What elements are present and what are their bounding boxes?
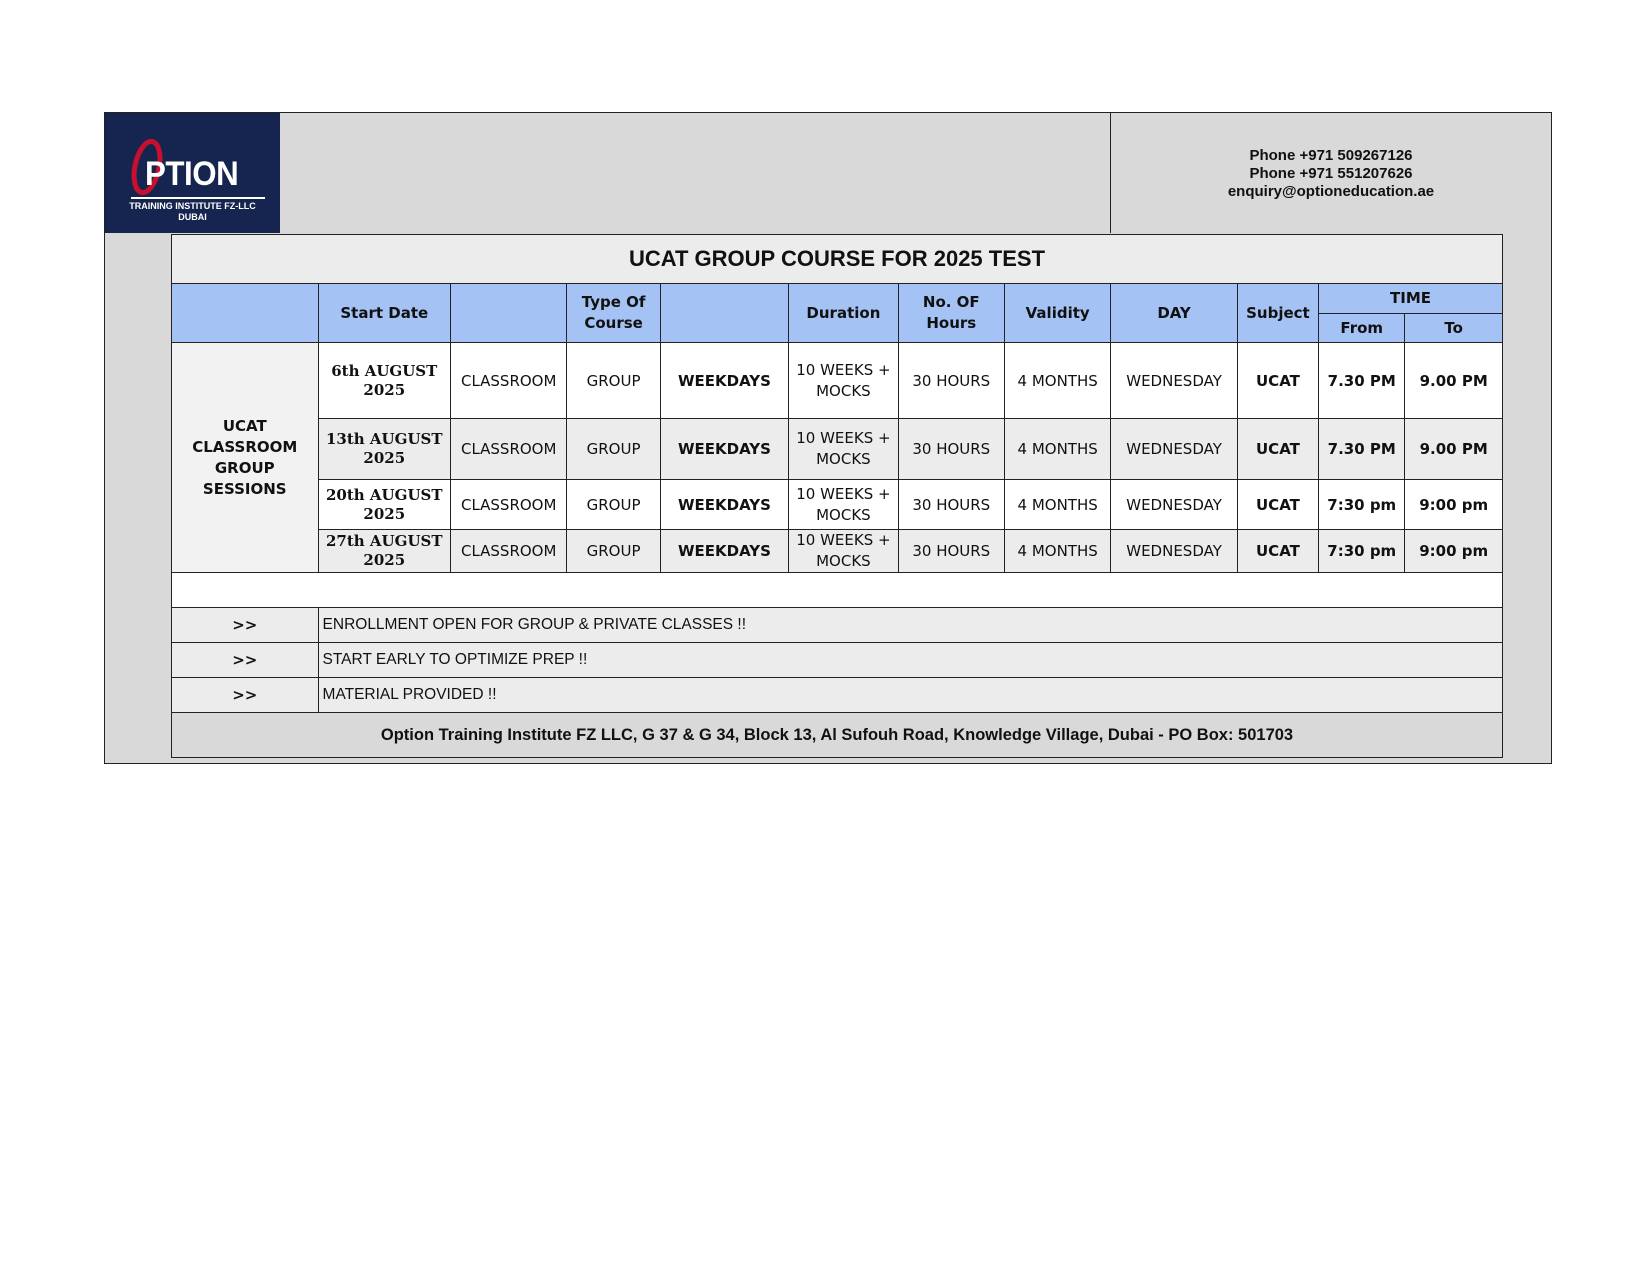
cell-hours: 30 HOURS [898,530,1004,573]
cell-subject: UCAT [1237,530,1318,573]
header-no-of-hours: No. OF Hours [898,284,1004,343]
group-label: UCAT CLASSROOM GROUP SESSIONS [172,343,319,573]
spacer-row [172,573,1503,608]
header-duration: Duration [789,284,898,343]
logo [105,113,280,233]
header-mode [451,284,567,343]
cell-schedule: WEEKDAYS [660,343,788,419]
cell-duration: 10 WEEKS + MOCKS [789,480,898,530]
header-day: DAY [1111,284,1237,343]
header-schedule [660,284,788,343]
cell-validity: 4 MONTHS [1004,530,1110,573]
cell-from: 7:30 pm [1319,480,1405,530]
cell-start-date: 20th AUGUST 2025 [318,480,450,530]
cell-start-date: 27th AUGUST 2025 [318,530,450,573]
contact-phone-1: Phone +971 509267126 [1249,147,1413,164]
cell-subject: UCAT [1237,343,1318,419]
cell-day: WEDNESDAY [1111,480,1237,530]
cell-start-date: 6th AUGUST 2025 [318,343,450,419]
header-validity: Validity [1004,284,1110,343]
header-subject: Subject [1237,284,1318,343]
cell-validity: 4 MONTHS [1004,343,1110,419]
note-text: START EARLY TO OPTIMIZE PREP !! [318,643,1502,678]
cell-mode: CLASSROOM [451,343,567,419]
cell-day: WEDNESDAY [1111,530,1237,573]
cell-type: GROUP [567,343,660,419]
cell-to: 9.00 PM [1405,419,1503,480]
cell-day: WEDNESDAY [1111,419,1237,480]
note-text: MATERIAL PROVIDED !! [318,678,1502,713]
cell-duration: 10 WEEKS + MOCKS [789,419,898,480]
header-type-of-course: Type Of Course [567,284,660,343]
cell-day: WEDNESDAY [1111,343,1237,419]
logo-subtitle: TRAINING INSTITUTE FZ-LLC [129,201,256,211]
cell-schedule: WEEKDAYS [660,480,788,530]
cell-validity: 4 MONTHS [1004,480,1110,530]
cell-from: 7.30 PM [1319,419,1405,480]
cell-schedule: WEEKDAYS [660,419,788,480]
cell-hours: 30 HOURS [898,343,1004,419]
header-start-date: Start Date [318,284,450,343]
cell-to: 9:00 pm [1405,530,1503,573]
cell-type: GROUP [567,530,660,573]
contact-block [1111,147,1551,201]
page-title: UCAT GROUP COURSE FOR 2025 TEST [172,235,1503,284]
cell-hours: 30 HOURS [898,480,1004,530]
cell-duration: 10 WEEKS + MOCKS [789,343,898,419]
header-blank [172,284,319,343]
cell-from: 7.30 PM [1319,343,1405,419]
cell-to: 9.00 PM [1405,343,1503,419]
note-marker: >> [172,643,319,678]
footer-address: Option Training Institute FZ LLC, G 37 & G 34, Block 13, Al Sufouh Road, Knowledge Village, Dubai - PO Box: 501703 [172,713,1503,758]
cell-validity: 4 MONTHS [1004,419,1110,480]
cell-subject: UCAT [1237,419,1318,480]
schedule-table [171,234,1503,758]
header-time: TIME [1319,284,1503,314]
table-row [172,419,1503,480]
table-row [172,480,1503,530]
cell-schedule: WEEKDAYS [660,530,788,573]
header-to: To [1405,314,1503,343]
cell-to: 9:00 pm [1405,480,1503,530]
logo-word: PTION [145,155,239,193]
header [104,112,1552,234]
cell-hours: 30 HOURS [898,419,1004,480]
note-text: ENROLLMENT OPEN FOR GROUP & PRIVATE CLASSES !! [318,608,1502,643]
cell-type: GROUP [567,480,660,530]
cell-start-date: 13th AUGUST 2025 [318,419,450,480]
contact-email[interactable]: enquiry@optioneducation.ae [1227,183,1435,200]
cell-subject: UCAT [1237,480,1318,530]
table-row [172,530,1503,573]
spacer-cell [172,573,1503,608]
cell-mode: CLASSROOM [451,480,567,530]
note-row [172,678,1503,713]
note-marker: >> [172,678,319,713]
cell-duration: 10 WEEKS + MOCKS [789,530,898,573]
note-marker: >> [172,608,319,643]
cell-mode: CLASSROOM [451,530,567,573]
cell-from: 7:30 pm [1319,530,1405,573]
cell-mode: CLASSROOM [451,419,567,480]
footer-row [172,713,1503,758]
logo-divider [131,197,265,199]
table-row [172,343,1503,419]
cell-type: GROUP [567,419,660,480]
note-row [172,608,1503,643]
note-row [172,643,1503,678]
header-from: From [1319,314,1405,343]
contact-phone-2: Phone +971 551207626 [1249,165,1413,182]
logo-city: DUBAI [178,212,207,222]
